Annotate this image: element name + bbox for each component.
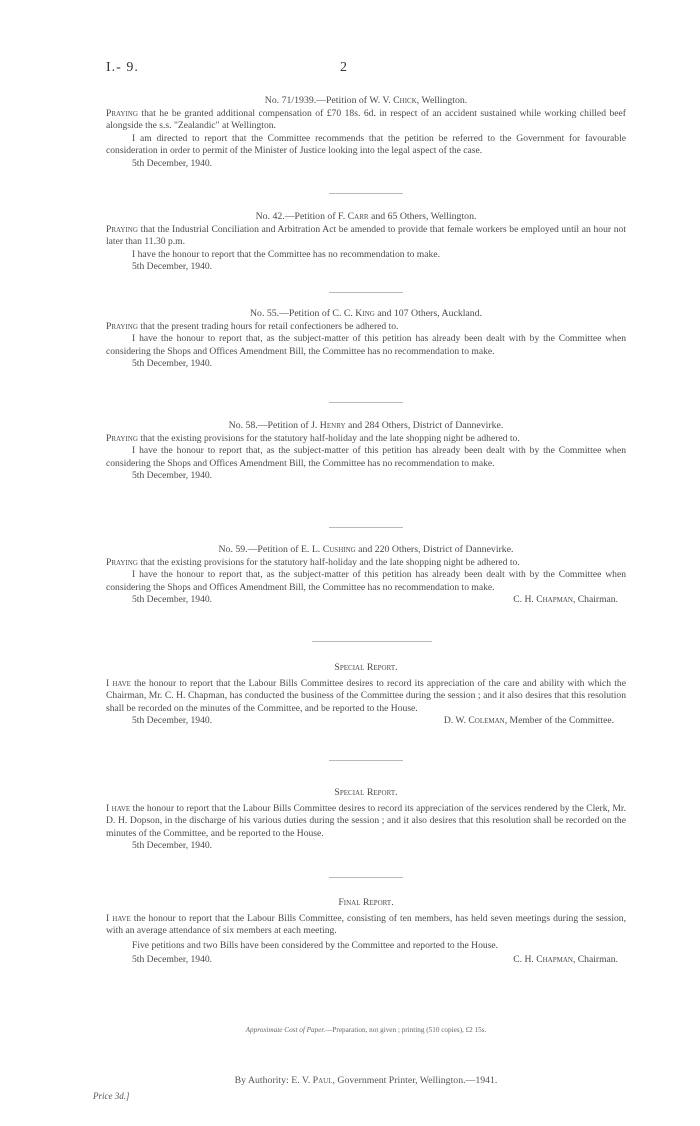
divider (329, 527, 403, 528)
petition-prayer: Praying that the existing provisions for the statutory half-holiday and the late shopping night be adhered to. (106, 432, 520, 444)
petition-title: No. 71/1939.—Petition of W. V. Chick, Wellington. (264, 95, 468, 106)
special-report-text: I have the honour to report that the Labour Bills Committee desires to record its appreciation of the services rendered by the Clerk, Mr. D. H. Dopson, in the discharge of his various duties during the session ; and it also desires that this resolution shall be recorded on the minutes of the Committee, and be reported to the House. (106, 802, 626, 839)
committee-report: I have the honour to report that, as the subject-matter of this petition has already been dealt with by the Committee when considering the Shops and Offices Amendment Bill, the Committee has no recommendation to make. (106, 445, 626, 469)
report-date: 5th December, 1940. (132, 954, 213, 966)
final-report-text: I have the honour to report that the Labour Bills Committee, consisting of ten members, has held seven meetings during the session, with an average attendance of six members at each meeting. (106, 912, 626, 937)
special-report-title: Special Report. (334, 662, 398, 673)
divider (329, 402, 403, 403)
petition-prayer: Praying that the present trading hours for retail confectioners be adhered to. (106, 320, 399, 332)
special-report-text: I have the honour to report that the Labour Bills Committee desires to record its appreciation of the care and ability with which the Chairman, Mr. C. H. Chapman, has conducted the business of the Committee during the session ; and it also desires that this resolution shall be recorded on the minutes of the Committee, and be reported to the House. (106, 677, 626, 714)
member-signature: D. W. Coleman, Member of the Committee. (443, 715, 614, 727)
committee-report: I have the honour to report that the Committee has no recommendation to make. (132, 248, 440, 260)
document-page (93, 0, 626, 1126)
divider (312, 641, 432, 642)
petition-section-58 (106, 420, 626, 483)
paper-code: I.- 9. (106, 60, 139, 75)
report-date: 5th December, 1940. (132, 840, 213, 852)
page-number: 2 (340, 60, 347, 75)
divider (329, 760, 403, 761)
special-report-clerk (106, 787, 626, 853)
special-report-chairman (106, 662, 626, 728)
printer-authority: By Authority: E. V. Paul, Government Printer, Wellington.—1941. (234, 1075, 498, 1086)
petition-title: No. 59.—Petition of E. L. Cushing and 220 Others, District of Dannevirke. (218, 544, 514, 555)
report-date: 5th December, 1940. (132, 470, 213, 482)
report-date: 5th December, 1940. (132, 594, 213, 606)
petition-title: No. 58.—Petition of J. Henry and 284 Others, District of Dannevirke. (228, 420, 504, 431)
petition-prayer: Praying that he be granted additional compensation of £70 18s. 6d. in respect of an accident sustained while working chilled beef alongside the s.s. "Zealandic" at Wellington. (106, 107, 626, 132)
price-label: Price 3d.] (93, 1091, 130, 1101)
report-date: 5th December, 1940. (132, 157, 213, 169)
petition-prayer: Praying that the Industrial Conciliation and Arbitration Act be amended to provide that female workers be employed until an hour not later than 11.30 p.m. (106, 223, 626, 248)
report-date: 5th December, 1940. (132, 261, 213, 273)
cost-of-paper-note: Approximate Cost of Paper.—Preparation, not given ; printing (510 copies), £2 15s. (245, 1026, 487, 1034)
chairman-signature: C. H. Chapman, Chairman. (513, 594, 618, 606)
signature-row (106, 715, 626, 728)
petition-section-55 (106, 308, 626, 371)
petition-section-59 (106, 544, 626, 607)
petition-section-71 (106, 95, 626, 171)
petition-section-42 (106, 211, 626, 274)
signature-row (106, 954, 626, 967)
report-date: 5th December, 1940. (132, 358, 213, 370)
petition-prayer: Praying that the existing provisions for the statutory half-holiday and the late shopping night be adhered to. (106, 556, 520, 568)
final-report (106, 897, 626, 967)
committee-report: I am directed to report that the Committee recommends that the petition be referred to the Government for favourable consideration in order to permit of the Minister of Justice looking into the legal aspect of the case. (106, 132, 626, 157)
petition-title: No. 42.—Petition of F. Carr and 65 Others, Wellington. (255, 211, 477, 222)
petition-title: No. 55.—Petition of C. C. King and 107 Others, Auckland. (249, 308, 483, 319)
final-report-title: Final Report. (338, 897, 394, 908)
divider (329, 193, 403, 194)
final-report-text-2: Five petitions and two Bills have been considered by the Committee and reported to the House. (132, 939, 499, 951)
divider (329, 292, 403, 293)
report-date: 5th December, 1940. (132, 715, 213, 727)
chairman-signature: C. H. Chapman, Chairman. (513, 954, 618, 966)
committee-report: I have the honour to report that, as the subject-matter of this petition has already been dealt with by the Committee when considering the Shops and Offices Amendment Bill, the Committee has no recommendation to make. (106, 569, 626, 593)
signature-row (106, 594, 626, 607)
divider (329, 877, 403, 878)
special-report-title: Special Report. (334, 787, 398, 798)
committee-report: I have the honour to report that, as the subject-matter of this petition has already been dealt with by the Committee when considering the Shops and Offices Amendment Bill, the Committee has no recommendation to make. (106, 333, 626, 357)
